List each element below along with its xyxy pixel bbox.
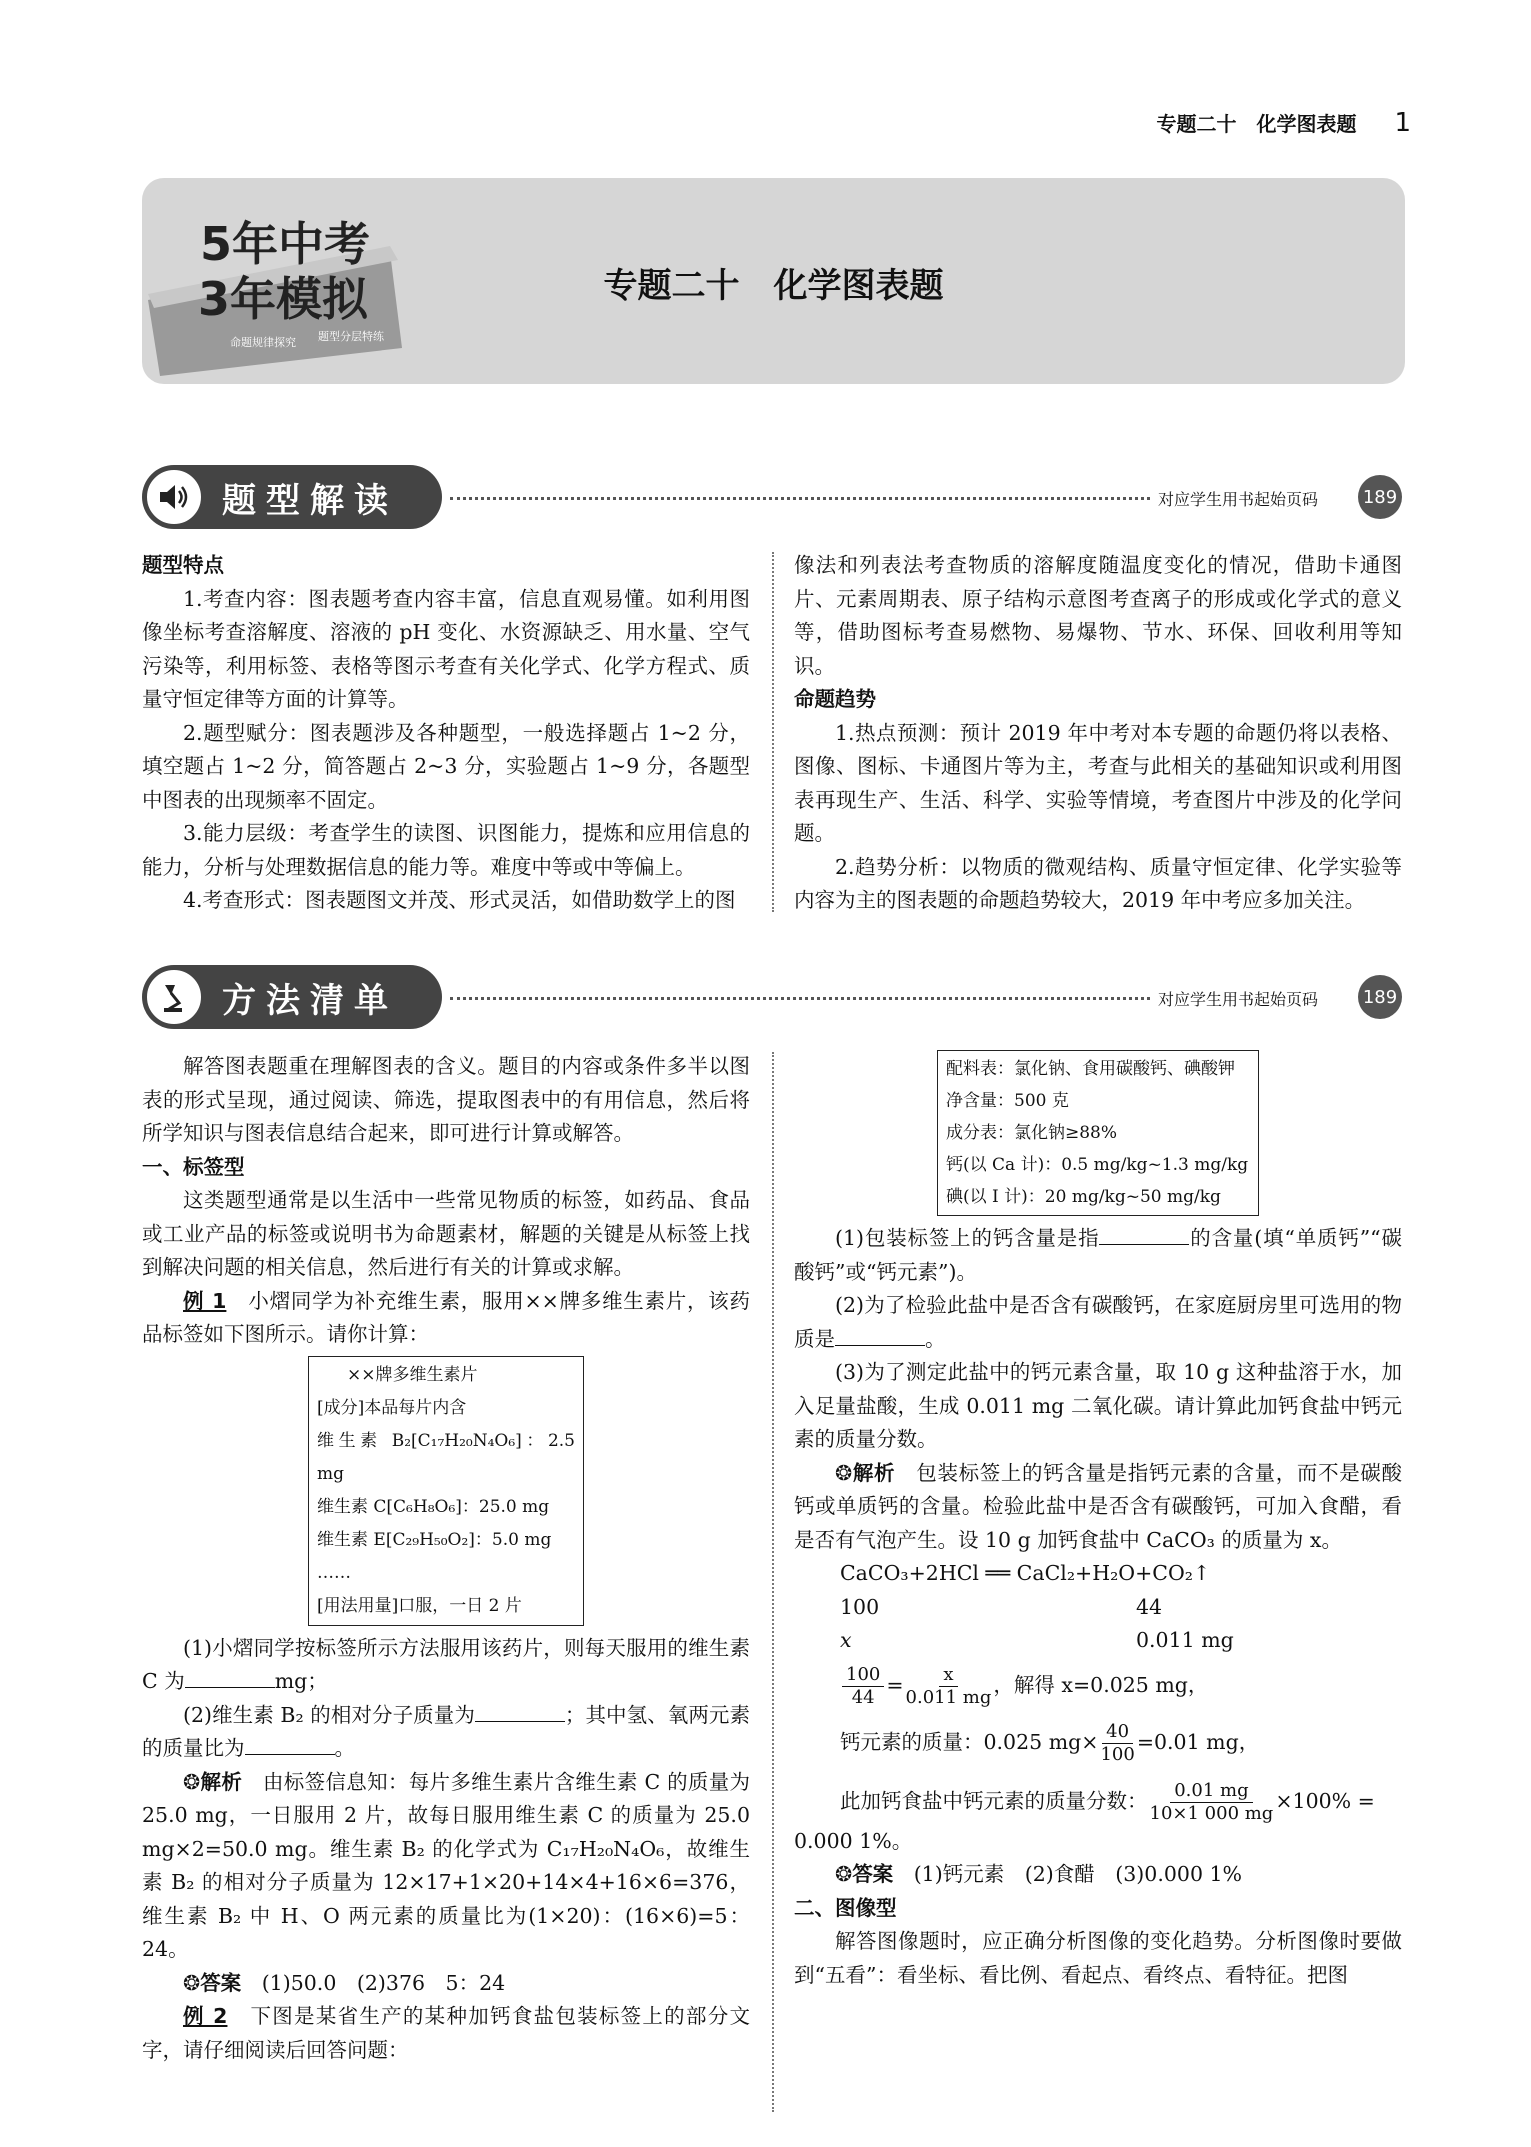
section-title: 题型解读 <box>222 480 398 521</box>
label-line: 净含量：500 克 <box>946 1091 1069 1111</box>
column-divider <box>772 1052 774 2112</box>
label-line: 碘(以 I 计)：20 mg/kg~50 mg/kg <box>946 1187 1221 1207</box>
analysis-1 <box>142 1766 750 1967</box>
question-text: 。 <box>334 1736 355 1760</box>
mass-fraction-result: 0.000 1%。 <box>794 1828 913 1853</box>
answer-icon: ❂ <box>183 1970 201 1995</box>
subheading: 命题趋势 <box>794 687 876 711</box>
calc-text: ×100% = <box>1275 1788 1375 1813</box>
page-number: 1 <box>1394 108 1411 138</box>
series-logo <box>140 190 410 380</box>
divider <box>450 997 1150 1000</box>
s1-left-column <box>142 549 750 918</box>
s1-right-column <box>794 549 1402 918</box>
divider <box>450 497 1150 500</box>
logo-line2: 3年模拟 <box>198 272 369 326</box>
label-line: 配料表：氯化钠、食用碳酸钙、碘酸钾 <box>946 1059 1235 1079</box>
question-text: 的含量(填“单质钙”“碳酸钙”或“钙元素”)。 <box>794 1226 1402 1284</box>
question-text: mg； <box>274 1669 328 1693</box>
answer-text: (1)钙元素 (2)食醋 (3)0.000 1% <box>913 1862 1243 1886</box>
question-text: (1)包装标签上的钙含量是指 <box>835 1226 1100 1250</box>
calc-text: 此加钙食盐中钙元素的质量分数： <box>840 1788 1148 1813</box>
numerator: 0.01 mg <box>1170 1780 1252 1803</box>
mass-fraction <box>794 1780 1402 1825</box>
paragraph: 3.能力层级：考查学生的读图、识图能力，提炼和应用信息的能力，分析与处理数据信息的能力等。难度中等或中等偏上。 <box>142 821 750 879</box>
answer-tag: 答案 <box>200 1970 242 1995</box>
label-line: ××牌多维生素片 <box>347 1364 478 1385</box>
logo-sub2: 题型分层特练 <box>318 330 384 343</box>
paragraph: 1.考查内容：图表题考查内容丰富，信息直观易懂。如利用图像坐标考查溶解度、溶液的 pH 变化、水资源缺乏、用水量、空气污染等，利用标签、表格等图示考查有关化学式、化学方程式、质量守恒定律等方面的计算等。 <box>142 586 750 711</box>
numerator: 40 <box>1102 1721 1133 1744</box>
analysis-text: 包装标签上的钙含量是指钙元素的含量，而不是碳酸钙或单质钙的含量。检验此盐中是否含有碳酸钙，可加入食醋，看是否有气泡产生。设 10 g 加钙食盐中 CaCO₃ 的质量为 x。 <box>794 1460 1403 1552</box>
question-text: ；其中氢、氧两元素的质量比为 <box>142 1702 751 1760</box>
label-line: [用法用量]口服，一日 2 片 <box>317 1595 522 1616</box>
calcium-mass <box>794 1721 1402 1766</box>
section-title-pill <box>142 465 442 529</box>
subheading: 一、标签型 <box>142 1154 245 1179</box>
fraction <box>906 1664 992 1709</box>
analysis-text: 由标签信息知：每片多维生素片含维生素 C 的质量为 25.0 mg，一日服用 2 片，故每日服用维生素 C 的质量为 25.0 mg×2=50.0 mg。维生素 B₂ 的化学式为 C₁₇H₂₀N₄O₆，故维生素 B₂ 的相对分子质量为 12×17+1×20+14×4+16×6=376，维生素 B₂ 中 H、O 两元素的质量比为(1×20)：(16×6)=5：24。 <box>142 1769 751 1961</box>
question-text: (2)维生素 B₂ 的相对分子质量为 <box>183 1702 475 1727</box>
subheading: 题型特点 <box>142 553 224 577</box>
question-1a <box>142 1632 750 1699</box>
paragraph: 2.趋势分析：以物质的微观结构、质量守恒定律、化学实验等内容为主的图表题的命题趋势较大，2019 年中考应多加关注。 <box>794 854 1402 912</box>
page-ref-number: 189 <box>1358 475 1402 519</box>
salt-label <box>937 1050 1259 1216</box>
eq-value: x <box>840 1628 852 1652</box>
example-tag: 例 2 <box>183 2004 228 2028</box>
proportion <box>794 1664 1402 1709</box>
question-text: (2)为了检验此盐中是否含有碳酸钙，在家庭厨房里可选用的物质是 <box>794 1293 1402 1351</box>
question-text: 。 <box>925 1326 946 1351</box>
page-ref-label: 对应学生用书起始页码 <box>1158 990 1319 1009</box>
paragraph: 1.热点预测：预计 2019 年中考对本专题的命题仍将以表格、图像、图标、卡通图片等为主，考查与此相关的基础知识或利用图表再现生产、生活、科学、实验等情境，考查图片中涉及的化学问题。 <box>794 720 1402 845</box>
answer-tag: 答案 <box>852 1862 894 1886</box>
paragraph: 这类题型通常是以生活中一些常见物质的标签，如药品、食品或工业产品的标签或说明书为命题素材，解题的关键是从标签上找到解决问题的相关信息，然后进行有关的计算或求解。 <box>142 1188 750 1279</box>
question-2a <box>794 1222 1402 1289</box>
example-text: 下图是某省生产的某种加钙食盐包装标签上的部分文字，请仔细阅读后回答问题： <box>142 2004 751 2062</box>
chapter-title: 专题二十 化学图表题 <box>603 266 944 306</box>
label-line: 成分表：氯化钠≥88% <box>946 1123 1118 1143</box>
lamp-icon <box>144 967 204 1027</box>
label-line: 维生素 E[C₂₉H₅₀O₂]：5.0 mg <box>317 1529 552 1550</box>
label-line: …… <box>317 1562 351 1583</box>
calc-text: 钙元素的质量：0.025 mg× <box>840 1729 1099 1754</box>
question-text: (1)小熠同学按标签所示方法服用该药片，则每天服用的维生素 C 为 <box>142 1635 750 1693</box>
speaker-icon <box>144 467 204 527</box>
example-tag: 例 1 <box>183 1288 227 1313</box>
label-line: 维生素 C[C₆H₈O₆]：25.0 mg <box>317 1496 550 1517</box>
s2-right-column <box>794 1050 1402 1992</box>
running-header <box>1156 108 1411 138</box>
fraction <box>842 1664 884 1709</box>
answer-blank[interactable] <box>1099 1243 1189 1245</box>
denominator: 0.011 mg <box>905 1686 992 1708</box>
analysis-tag: 解析 <box>852 1460 896 1485</box>
analysis-icon: ❂ <box>183 1769 201 1794</box>
label-line: 钙(以 Ca 计)：0.5 mg/kg~1.3 mg/kg <box>946 1155 1249 1175</box>
logo-line1: 5年中考 <box>200 217 371 271</box>
running-header-title: 专题二十 化学图表题 <box>1156 112 1357 136</box>
answer-1 <box>142 1967 750 2001</box>
analysis-icon: ❂ <box>835 1460 853 1485</box>
analysis-tag: 解析 <box>200 1769 243 1794</box>
paragraph: 4.考查形式：图表题图文并茂、形式灵活，如借助数学上的图 <box>183 888 736 912</box>
answer-text: (1)50.0 (2)376 5：24 <box>261 1970 506 1995</box>
calc-text: =0.01 mg， <box>1136 1729 1260 1754</box>
label-line: [成分]本品每片内含 <box>317 1397 467 1418</box>
question-1b <box>142 1699 750 1766</box>
section-title-pill <box>142 965 442 1029</box>
s2-left-column <box>142 1050 750 2067</box>
subheading: 二、图像型 <box>794 1895 897 1920</box>
equals: = <box>886 1672 904 1697</box>
answer-blank[interactable] <box>185 1686 275 1688</box>
example-1 <box>142 1285 750 1352</box>
result-text: ，解得 x=0.025 mg， <box>993 1672 1209 1697</box>
eq-value: 0.011 mg <box>1136 1628 1234 1652</box>
eq-value: 100 <box>840 1594 880 1619</box>
paragraph: 2.题型赋分：图表题涉及各种题型，一般选择题占 1~2 分，填空题占 1~2 分，简答题占 2~3 分，实验题占 1~9 分，各题型中图表的出现频率不固定。 <box>142 720 750 812</box>
section-title: 方法清单 <box>222 980 398 1021</box>
denominator: 44 <box>851 1686 875 1708</box>
denominator: 100 <box>1100 1743 1135 1765</box>
equation-row <box>794 1591 1402 1625</box>
paragraph: 解答图像题时，应正确分析图像的变化趋势。分析图像时要做到“五看”：看坐标、看比例、看起点、看终点、看特征。把图 <box>794 1929 1402 1987</box>
vitamin-label <box>308 1356 584 1626</box>
example-text: 小熠同学为补充维生素，服用××牌多维生素片，该药品标签如下图所示。请你计算： <box>142 1288 751 1346</box>
paragraph: 像法和列表法考查物质的溶解度随温度变化的情况，借助卡通图片、元素周期表、原子结构示意图考查离子的形成或化学式的意义等，借助图标考查易燃物、易爆物、节水、环保、回收利用等知识。 <box>794 553 1402 678</box>
answer-icon: ❂ <box>835 1862 853 1886</box>
example-2 <box>142 2000 750 2067</box>
answer-2 <box>794 1858 1402 1892</box>
label-line: 维生素 B₂[C₁₇H₂₀N₄O₆]：2.5 mg <box>317 1430 575 1484</box>
column-divider <box>772 552 774 912</box>
page-ref-number: 189 <box>1358 975 1402 1019</box>
answer-blank[interactable] <box>835 1344 925 1346</box>
page-ref-label: 对应学生用书起始页码 <box>1158 490 1319 509</box>
answer-blank[interactable] <box>475 1720 565 1722</box>
numerator: x <box>939 1664 957 1687</box>
equation-row <box>794 1624 1402 1658</box>
analysis-2 <box>794 1457 1402 1558</box>
answer-blank[interactable] <box>245 1753 335 1755</box>
intro-paragraph: 解答图表题重在理解图表的含义。题目的内容或条件多半以图表的形式呈现，通过阅读、筛选，提取图表中的有用信息，然后将所学知识与图表信息结合起来，即可进行计算或解答。 <box>142 1054 750 1145</box>
numerator: 100 <box>842 1664 884 1687</box>
question-2c: (3)为了测定此盐中的钙元素含量，取 10 g 这种盐溶于水，加入足量盐酸，生成 0.011 mg 二氧化碳。请计算此加钙食盐中钙元素的质量分数。 <box>794 1360 1402 1451</box>
chemical-equation: CaCO₃+2HCl ══ CaCl₂+H₂O+CO₂↑ <box>840 1561 1211 1585</box>
eq-value: 44 <box>1136 1594 1163 1619</box>
denominator: 10×1 000 mg <box>1149 1802 1274 1824</box>
fraction <box>1100 1721 1134 1766</box>
fraction <box>1150 1780 1274 1825</box>
logo-sub1: 命题规律探究 <box>230 336 296 349</box>
question-2b <box>794 1289 1402 1356</box>
